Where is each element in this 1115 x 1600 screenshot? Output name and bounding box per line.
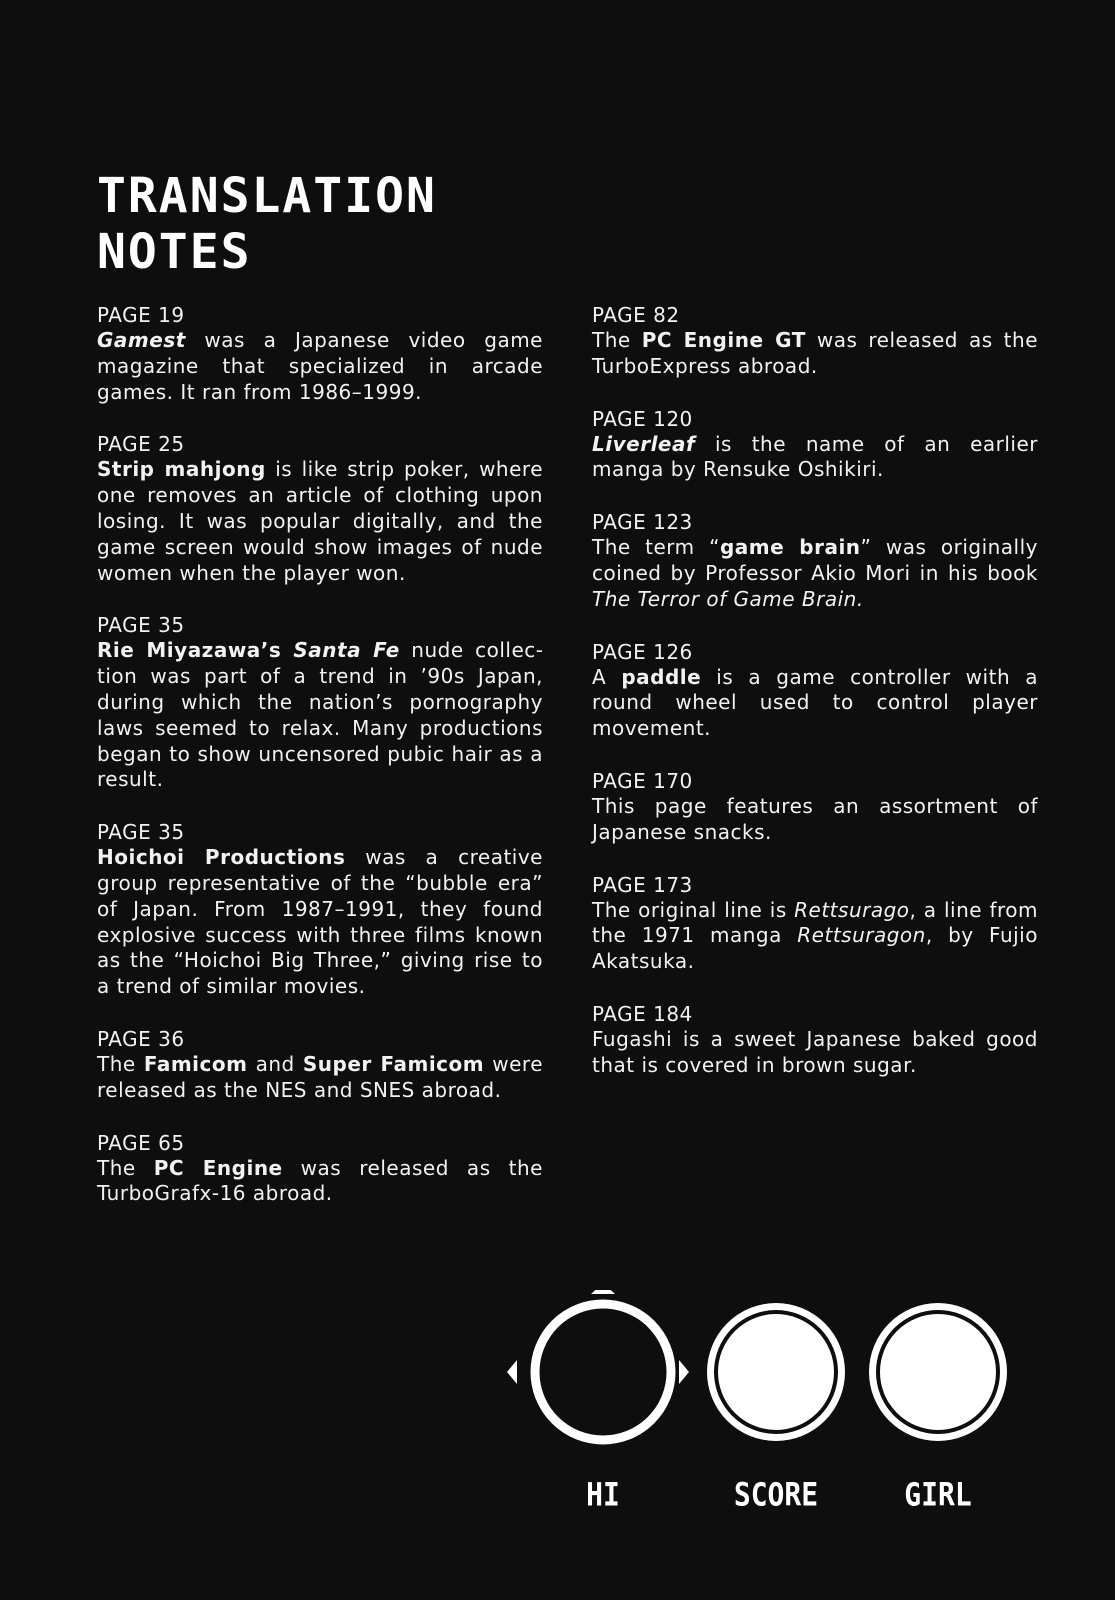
note-page-number: PAGE 65 xyxy=(97,1130,185,1155)
label-score: SCORE xyxy=(733,1475,819,1514)
note-emphasis: Liverleaf xyxy=(592,431,696,456)
arrow-up-icon xyxy=(591,1290,615,1294)
note-emphasis: paddle xyxy=(621,664,702,689)
note-emphasis: Rie Miyazawa’s xyxy=(97,638,294,663)
translation-note xyxy=(97,612,543,793)
translation-note xyxy=(592,406,1038,484)
note-page-number: PAGE 184 xyxy=(592,1001,693,1026)
note-text: nude collection was part of a trend in ’90s Japan, during which the nation’s pornography laws seemed to relax. Many productions began to show uncensored pubic hair as a result. xyxy=(97,638,543,792)
note-emphasis: The Terror of Game Brain. xyxy=(592,586,864,611)
joystick-icon xyxy=(507,1290,689,1440)
note-page-number: PAGE 82 xyxy=(592,303,680,327)
note-text: Fugashi is a sweet Japanese baked good that is covered in brown sugar. xyxy=(592,1026,1038,1077)
note-text: This page features an assortment of Japanese snacks. xyxy=(592,793,1038,844)
translation-note xyxy=(592,872,1038,975)
note-body xyxy=(97,328,543,405)
translation-note xyxy=(97,302,543,405)
note-text: A xyxy=(592,664,622,689)
arrow-left-icon xyxy=(507,1360,517,1384)
translation-note xyxy=(97,1130,543,1208)
notes-column-right xyxy=(592,302,1038,1105)
page-title xyxy=(97,168,437,280)
button-icon xyxy=(869,1303,1007,1441)
note-body xyxy=(592,794,1038,846)
note-text: The term “ xyxy=(592,535,720,560)
note-emphasis: Hoichoi Productions xyxy=(97,845,346,870)
note-emphasis: PC Engine GT xyxy=(641,328,806,352)
title-line-1: TRANSLATION xyxy=(97,168,437,224)
label-hi: HI xyxy=(586,1475,620,1514)
note-page-number: PAGE 170 xyxy=(592,768,693,793)
note-text: ” was originally coined by Professor Akio Mori in his book xyxy=(592,535,1039,585)
note-text: The xyxy=(592,328,642,352)
note-text: The xyxy=(97,1051,144,1076)
note-text: was a Japanese video game magazine that specialized in arcade games. It ran from 1986–1999. xyxy=(97,328,543,404)
note-body xyxy=(97,457,543,586)
translation-note xyxy=(97,1026,543,1104)
note-body xyxy=(592,898,1038,975)
note-body xyxy=(592,535,1038,612)
label-girl: GIRL xyxy=(904,1475,972,1514)
note-emphasis: Santa Fe xyxy=(293,638,400,663)
note-text: is like strip poker, where one removes an article of clothing upon losing. It was popular digitally, and the game screen would show images of nude women when the player won. xyxy=(97,457,544,585)
arrow-right-icon xyxy=(679,1360,689,1384)
note-text: were released as the NES and SNES abroad. xyxy=(97,1051,544,1102)
note-body xyxy=(592,328,1038,380)
note-text: The original line is xyxy=(592,897,795,922)
note-body xyxy=(97,638,543,793)
button-outer xyxy=(707,1303,845,1441)
notes-column-left xyxy=(97,302,543,1233)
note-text: , by Fujio Akatsuka. xyxy=(592,923,1038,974)
note-text: was a creative group representative of the “bubble era” of Japan. From 1987–1991, they found explosive success with three films known as the “Hoichoi Big Three,” giving rise to a trend of similar movies. xyxy=(97,845,543,999)
note-emphasis xyxy=(97,328,186,352)
note-text: , a line from the 1971 manga xyxy=(592,897,1038,948)
note-text: is a game controller with a round wheel used to control player movement. xyxy=(592,664,1038,741)
note-body xyxy=(592,665,1038,742)
note-emphasis: game brain xyxy=(719,535,861,560)
note-page-number: PAGE 120 xyxy=(592,406,693,431)
translation-note xyxy=(592,768,1038,846)
translation-note xyxy=(592,639,1038,742)
note-emphasis: Strip mahjong xyxy=(97,457,266,482)
note-body xyxy=(97,845,543,1000)
note-page-number: PAGE 35 xyxy=(97,820,185,845)
note-page-number: PAGE 126 xyxy=(592,639,693,664)
note-body xyxy=(97,1156,543,1208)
note-page-number: PAGE 123 xyxy=(592,510,693,535)
note-page-number: PAGE 36 xyxy=(97,1026,185,1051)
joystick-ring xyxy=(535,1304,671,1440)
note-page-number: PAGE 25 xyxy=(97,432,185,457)
translation-note xyxy=(592,302,1038,380)
note-page-number: PAGE 19 xyxy=(97,303,185,327)
note-text: The xyxy=(97,1155,154,1180)
button-icon xyxy=(707,1303,845,1441)
note-body xyxy=(592,432,1038,484)
note-emphasis xyxy=(592,432,695,456)
button-outer xyxy=(869,1303,1007,1441)
note-emphasis: Gamest xyxy=(97,328,186,352)
note-body xyxy=(97,1052,543,1104)
note-emphasis xyxy=(293,638,399,662)
note-page-number: PAGE 35 xyxy=(97,613,185,638)
note-emphasis: Super Famicom xyxy=(302,1051,485,1076)
note-text: is the name of an earlier manga by Rensuke Oshikiri. xyxy=(592,431,1038,482)
note-emphasis: PC Engine xyxy=(153,1155,283,1180)
title-line-2: NOTES xyxy=(97,224,252,280)
translation-note xyxy=(97,819,543,1000)
note-text: and xyxy=(247,1051,303,1076)
translation-note xyxy=(97,431,543,586)
note-emphasis: Rettsuragon xyxy=(797,923,926,948)
note-emphasis: Rettsurago xyxy=(794,897,910,922)
note-emphasis: Famicom xyxy=(143,1051,248,1076)
note-text: was released as the TurboGrafx-16 abroad. xyxy=(97,1155,543,1206)
note-page-number: PAGE 173 xyxy=(592,872,693,897)
translation-note xyxy=(592,1001,1038,1079)
translation-note xyxy=(592,509,1038,612)
note-body xyxy=(592,1027,1038,1079)
note-text: was released as the TurboExpress abroad. xyxy=(592,328,1039,378)
